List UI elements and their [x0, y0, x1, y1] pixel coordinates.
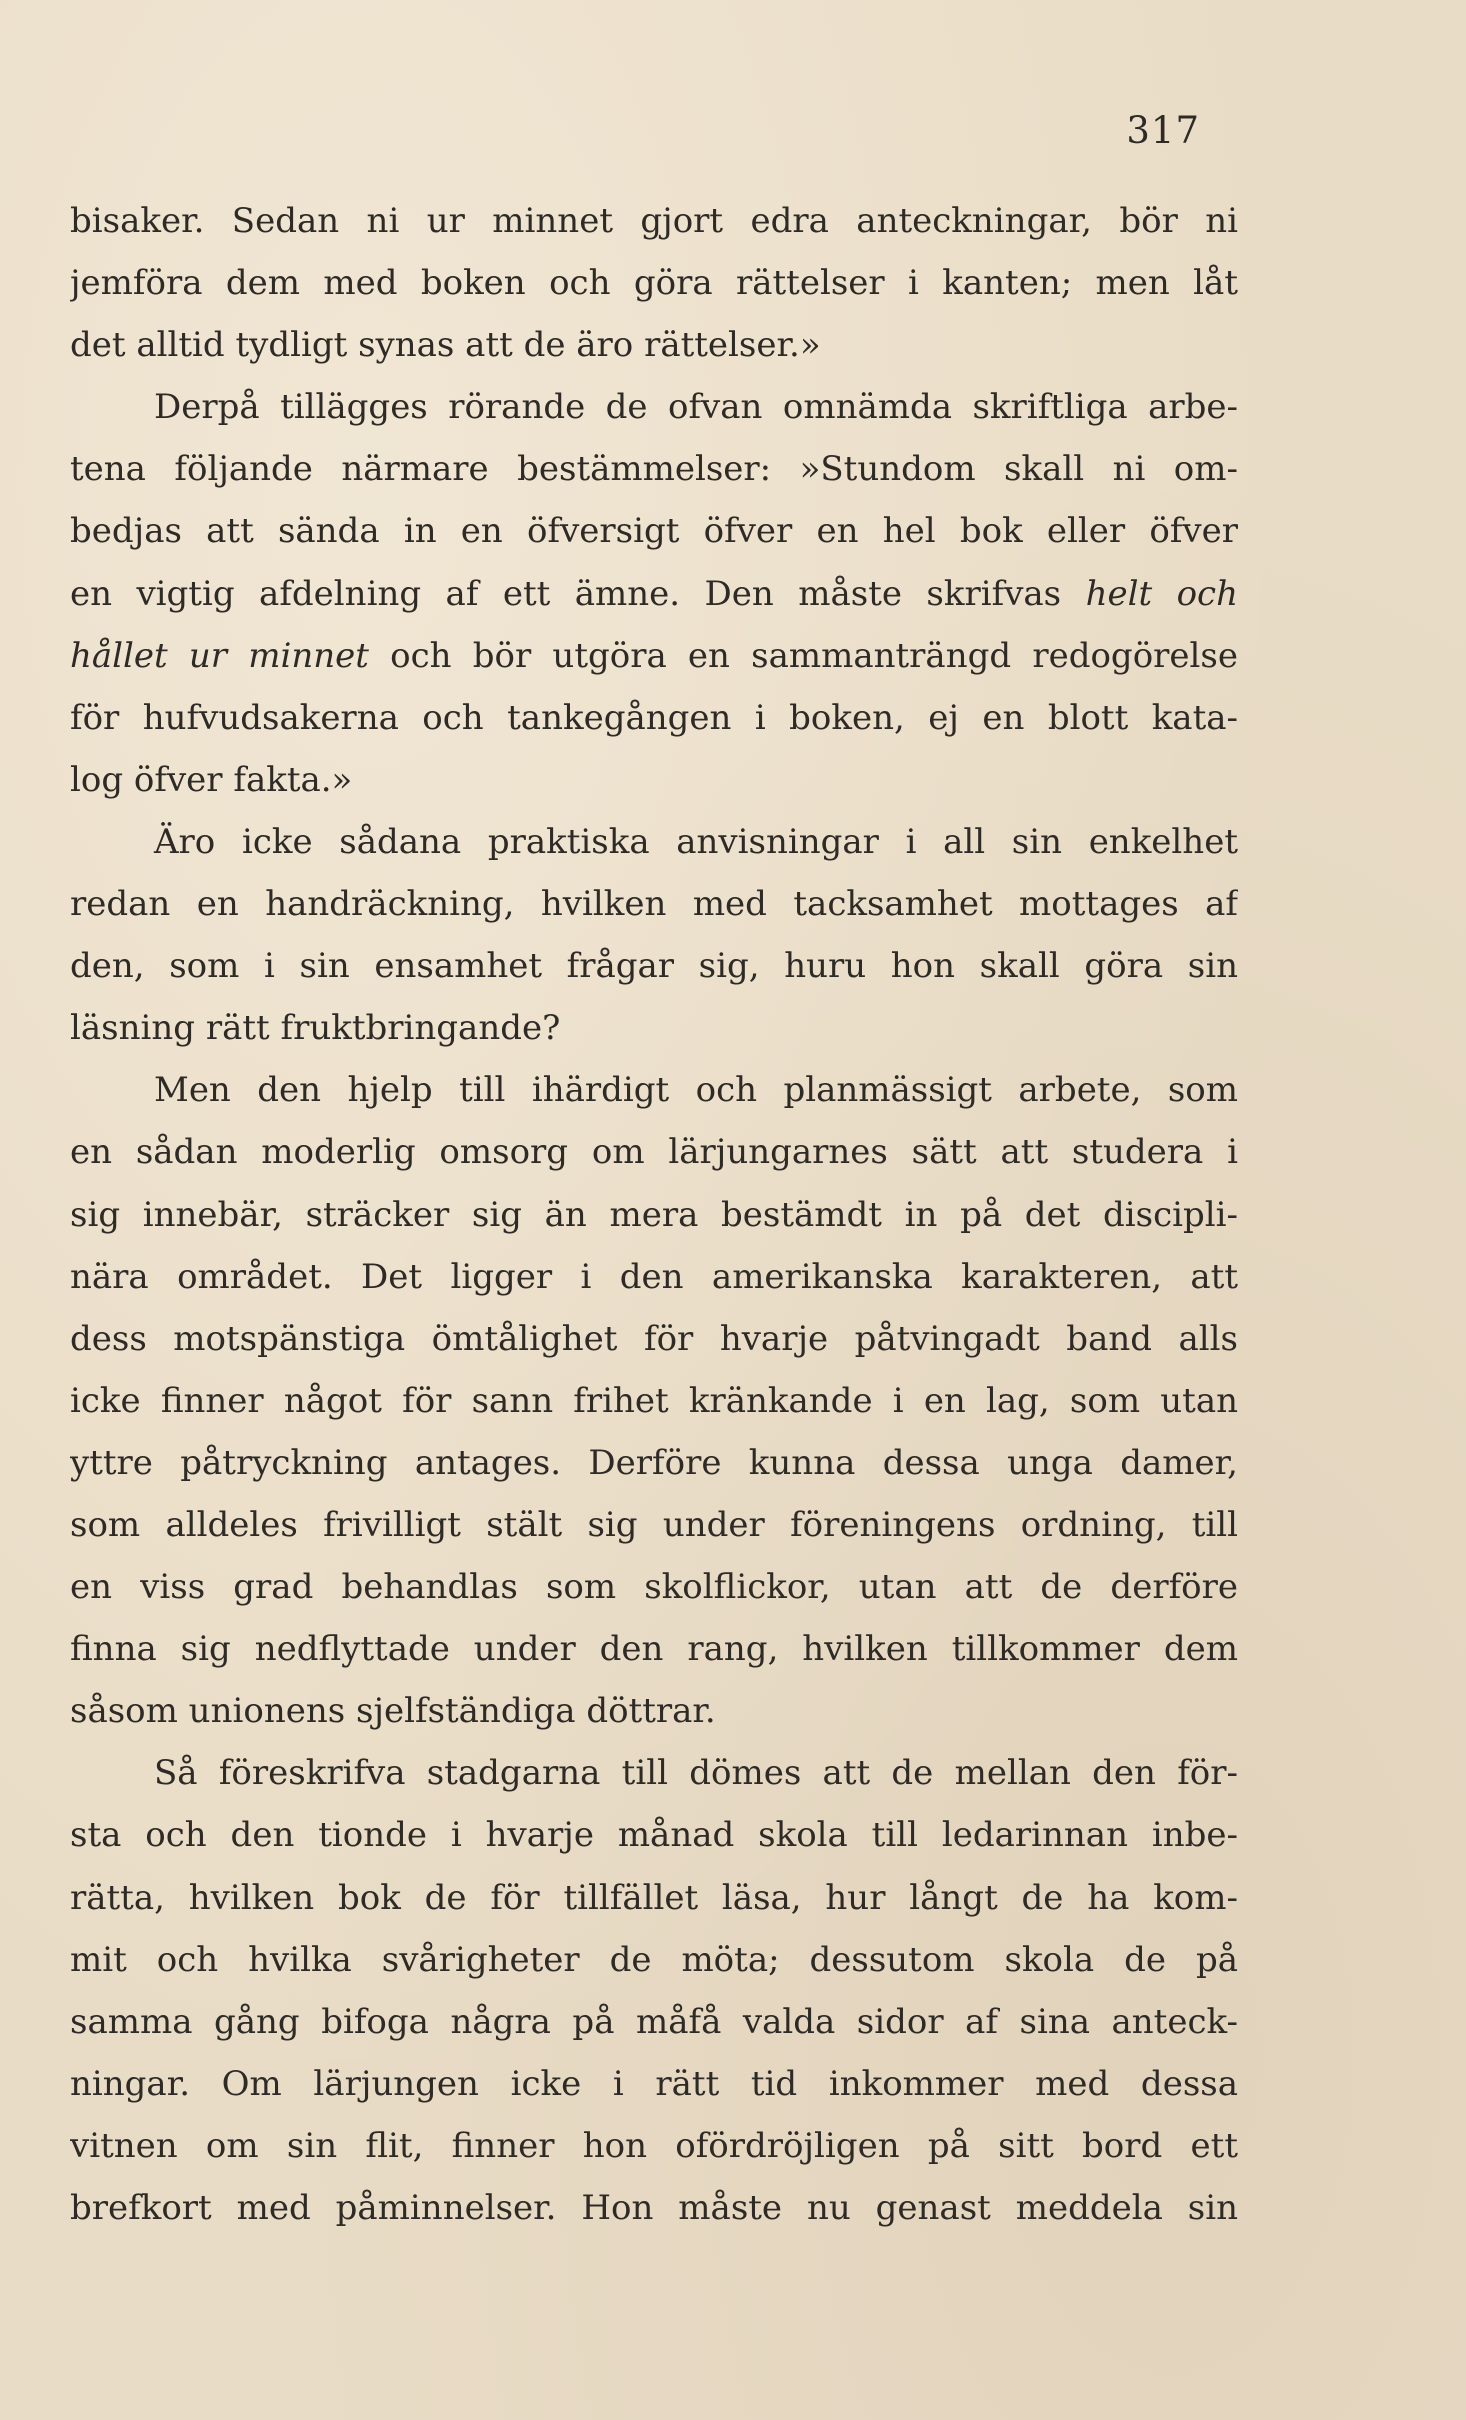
- text-line: bisaker. Sedan ni ur minnet gjort edra anteckningar, bör ni: [70, 201, 1238, 241]
- text-line: såsom unionens sjelfständiga döttrar.: [70, 1691, 716, 1732]
- text-line: brefkort med påminnelser. Hon måste nu genast meddela sin: [70, 2188, 1238, 2228]
- italic-text: hållet ur minnet: [70, 635, 369, 676]
- text-line: det alltid tydligt synas att de äro rättelser.»: [70, 325, 821, 366]
- text-line: mit och hvilka svårigheter de möta; dessutom skola de på: [70, 1939, 1238, 1980]
- text-line: Så föreskrifva stadgarna till dömes att de mellan den för-: [154, 1753, 1238, 1794]
- text-line: för hufvudsakerna och tankegången i boken, ej en blott kata-: [70, 697, 1238, 738]
- text-line: Men den hjelp till ihärdigt och planmässigt arbete, som: [154, 1070, 1238, 1111]
- text-line: samma gång bifoga några på måfå valda sidor af sina anteck-: [70, 2001, 1238, 2042]
- text-segment: och bör utgöra en sammanträngd redogörelse: [368, 635, 1238, 676]
- text-line: nära området. Det ligger i den amerikanska karakteren, att: [70, 1256, 1238, 1297]
- text-line: rätta, hvilken bok de för tillfället läsa, hur långt de ha kom-: [70, 1877, 1238, 1918]
- text-line: dess motspänstiga ömtålighet för hvarje påtvingadt band alls: [70, 1318, 1238, 1359]
- text-line: jemföra dem med boken och göra rättelser i kanten; men låt: [70, 263, 1238, 304]
- text-line: yttre påtryckning antages. Derföre kunna dessa unga damer,: [70, 1442, 1238, 1483]
- text-line: en sådan moderlig omsorg om lärjungarnes sätt att studera i: [70, 1132, 1238, 1173]
- text-line: Äro icke sådana praktiska anvisningar i all sin enkelhet: [154, 821, 1238, 862]
- text-line: en viss grad behandlas som skolflickor, utan att de derföre: [70, 1567, 1238, 1608]
- text-line: [70, 625, 1238, 687]
- italic-text: helt och: [1085, 573, 1238, 614]
- page-number: 317: [1126, 109, 1200, 152]
- text-line: läsning rätt fruktbringande?: [70, 1008, 561, 1049]
- text-line: finna sig nedflyttade under den rang, hvilken tillkommer dem: [70, 1629, 1238, 1670]
- text-line: icke finner något för sann frihet kränkande i en lag, som utan: [70, 1380, 1238, 1421]
- body-text: [70, 190, 1238, 2239]
- text-line: [70, 563, 1238, 625]
- text-line: log öfver fakta.»: [70, 759, 353, 800]
- text-line: den, som i sin ensamhet frågar sig, huru hon skall göra sin: [70, 946, 1238, 987]
- text-line: Derpå tillägges rörande de ofvan omnämda skriftliga arbe-: [154, 387, 1238, 428]
- text-line: tena följande närmare bestämmelser: »Stundom skall ni om-: [70, 449, 1238, 490]
- text-line: sig innebär, sträcker sig än mera bestämdt in på det discipli-: [70, 1194, 1238, 1235]
- text-line: vitnen om sin flit, finner hon ofördröjligen på sitt bord ett: [70, 2125, 1238, 2166]
- text-line: bedjas att sända in en öfversigt öfver en hel bok eller öfver: [70, 511, 1238, 552]
- text-line: redan en handräckning, hvilken med tacksamhet mottages af: [70, 884, 1238, 925]
- text-line: ningar. Om lärjungen icke i rätt tid inkommer med dessa: [70, 2063, 1238, 2104]
- text-segment: en vigtig afdelning af ett ämne. Den måste skrifvas: [70, 573, 1086, 614]
- text-line: som alldeles frivilligt stält sig under föreningens ordning, till: [70, 1504, 1238, 1545]
- text-line: sta och den tionde i hvarje månad skola till ledarinnan inbe-: [70, 1815, 1238, 1856]
